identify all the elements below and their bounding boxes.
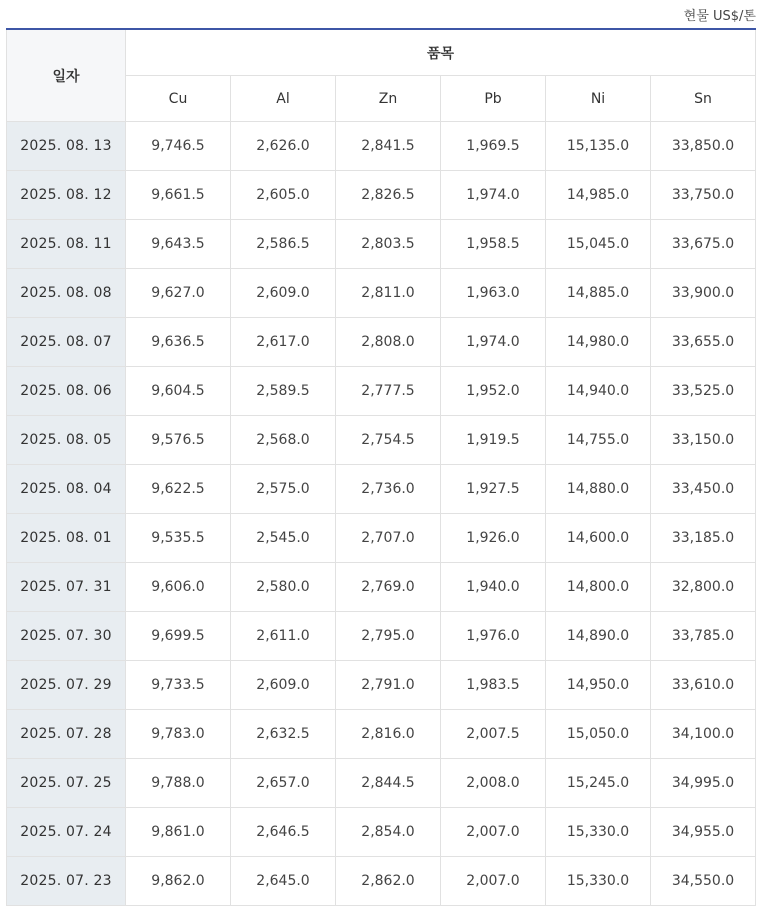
unit-note: 현물 US$/톤	[683, 9, 756, 24]
price-cell-zn: 2,854.0	[336, 808, 441, 857]
metal-price-table	[6, 28, 756, 906]
price-cell-al: 2,646.5	[231, 808, 336, 857]
table-row	[7, 857, 756, 906]
table-row	[7, 171, 756, 220]
price-cell-sn: 32,800.0	[651, 563, 756, 612]
price-cell-sn: 33,525.0	[651, 367, 756, 416]
price-cell-pb: 1,974.0	[441, 318, 546, 367]
price-cell-al: 2,568.0	[231, 416, 336, 465]
table-row	[7, 318, 756, 367]
price-cell-cu: 9,535.5	[126, 514, 231, 563]
price-cell-zn: 2,777.5	[336, 367, 441, 416]
price-cell-ni: 15,045.0	[546, 220, 651, 269]
price-cell-ni: 14,950.0	[546, 661, 651, 710]
date-cell: 2025. 07. 30	[7, 612, 126, 661]
price-cell-al: 2,589.5	[231, 367, 336, 416]
price-cell-sn: 34,995.0	[651, 759, 756, 808]
price-cell-cu: 9,576.5	[126, 416, 231, 465]
price-cell-sn: 34,550.0	[651, 857, 756, 906]
price-cell-sn: 33,655.0	[651, 318, 756, 367]
price-cell-cu: 9,788.0	[126, 759, 231, 808]
price-cell-ni: 15,135.0	[546, 122, 651, 171]
price-cell-cu: 9,746.5	[126, 122, 231, 171]
price-cell-ni: 14,985.0	[546, 171, 651, 220]
price-cell-cu: 9,627.0	[126, 269, 231, 318]
price-cell-ni: 14,755.0	[546, 416, 651, 465]
column-header-cu: Cu	[126, 76, 231, 122]
price-cell-ni: 15,330.0	[546, 808, 651, 857]
table-row	[7, 367, 756, 416]
table-row	[7, 220, 756, 269]
item-group-header: 품목	[126, 29, 756, 76]
price-cell-zn: 2,844.5	[336, 759, 441, 808]
date-cell: 2025. 08. 05	[7, 416, 126, 465]
price-cell-al: 2,545.0	[231, 514, 336, 563]
price-cell-al: 2,609.0	[231, 269, 336, 318]
date-cell: 2025. 07. 29	[7, 661, 126, 710]
table-row	[7, 612, 756, 661]
price-cell-cu: 9,733.5	[126, 661, 231, 710]
price-cell-cu: 9,862.0	[126, 857, 231, 906]
column-header-pb: Pb	[441, 76, 546, 122]
table-row	[7, 808, 756, 857]
price-cell-cu: 9,861.0	[126, 808, 231, 857]
price-cell-ni: 15,050.0	[546, 710, 651, 759]
price-table-container	[6, 28, 755, 906]
price-cell-cu: 9,699.5	[126, 612, 231, 661]
price-cell-al: 2,617.0	[231, 318, 336, 367]
price-cell-zn: 2,754.5	[336, 416, 441, 465]
price-cell-pb: 2,007.0	[441, 808, 546, 857]
column-header-ni: Ni	[546, 76, 651, 122]
price-cell-cu: 9,636.5	[126, 318, 231, 367]
price-cell-sn: 33,185.0	[651, 514, 756, 563]
date-cell: 2025. 07. 24	[7, 808, 126, 857]
table-row	[7, 563, 756, 612]
date-cell: 2025. 08. 08	[7, 269, 126, 318]
price-cell-al: 2,657.0	[231, 759, 336, 808]
price-cell-sn: 33,675.0	[651, 220, 756, 269]
table-row	[7, 269, 756, 318]
price-cell-sn: 34,100.0	[651, 710, 756, 759]
price-cell-al: 2,645.0	[231, 857, 336, 906]
date-cell: 2025. 07. 23	[7, 857, 126, 906]
price-cell-ni: 14,890.0	[546, 612, 651, 661]
date-cell: 2025. 08. 01	[7, 514, 126, 563]
price-cell-al: 2,605.0	[231, 171, 336, 220]
price-cell-ni: 14,800.0	[546, 563, 651, 612]
price-cell-pb: 1,963.0	[441, 269, 546, 318]
price-cell-sn: 33,850.0	[651, 122, 756, 171]
price-cell-ni: 14,980.0	[546, 318, 651, 367]
price-cell-pb: 2,007.5	[441, 710, 546, 759]
price-cell-pb: 1,927.5	[441, 465, 546, 514]
price-cell-ni: 14,885.0	[546, 269, 651, 318]
price-cell-ni: 15,245.0	[546, 759, 651, 808]
price-cell-al: 2,586.5	[231, 220, 336, 269]
price-cell-zn: 2,736.0	[336, 465, 441, 514]
price-cell-al: 2,632.5	[231, 710, 336, 759]
price-cell-cu: 9,606.0	[126, 563, 231, 612]
price-cell-pb: 1,958.5	[441, 220, 546, 269]
price-cell-pb: 1,952.0	[441, 367, 546, 416]
price-cell-zn: 2,862.0	[336, 857, 441, 906]
price-cell-zn: 2,811.0	[336, 269, 441, 318]
date-cell: 2025. 07. 28	[7, 710, 126, 759]
price-cell-ni: 14,600.0	[546, 514, 651, 563]
price-cell-al: 2,575.0	[231, 465, 336, 514]
table-row	[7, 710, 756, 759]
price-cell-sn: 33,150.0	[651, 416, 756, 465]
table-body	[7, 122, 756, 906]
price-cell-al: 2,611.0	[231, 612, 336, 661]
column-header-zn: Zn	[336, 76, 441, 122]
table-row	[7, 465, 756, 514]
price-cell-cu: 9,643.5	[126, 220, 231, 269]
table-row	[7, 661, 756, 710]
price-cell-pb: 1,969.5	[441, 122, 546, 171]
price-cell-zn: 2,841.5	[336, 122, 441, 171]
price-cell-sn: 34,955.0	[651, 808, 756, 857]
price-cell-zn: 2,803.5	[336, 220, 441, 269]
table-header	[7, 29, 756, 122]
price-cell-sn: 33,900.0	[651, 269, 756, 318]
price-cell-zn: 2,826.5	[336, 171, 441, 220]
price-cell-zn: 2,769.0	[336, 563, 441, 612]
price-cell-zn: 2,816.0	[336, 710, 441, 759]
date-cell: 2025. 08. 07	[7, 318, 126, 367]
table-row	[7, 759, 756, 808]
price-cell-sn: 33,610.0	[651, 661, 756, 710]
price-cell-pb: 2,008.0	[441, 759, 546, 808]
price-cell-pb: 2,007.0	[441, 857, 546, 906]
price-cell-al: 2,609.0	[231, 661, 336, 710]
price-cell-pb: 1,926.0	[441, 514, 546, 563]
price-cell-pb: 1,940.0	[441, 563, 546, 612]
table-row	[7, 514, 756, 563]
price-cell-zn: 2,795.0	[336, 612, 441, 661]
price-cell-sn: 33,450.0	[651, 465, 756, 514]
price-cell-zn: 2,707.0	[336, 514, 441, 563]
date-cell: 2025. 08. 06	[7, 367, 126, 416]
header-row-top	[7, 29, 756, 76]
date-column-header: 일자	[7, 29, 126, 122]
price-cell-pb: 1,983.5	[441, 661, 546, 710]
price-cell-pb: 1,919.5	[441, 416, 546, 465]
date-cell: 2025. 08. 12	[7, 171, 126, 220]
table-row	[7, 122, 756, 171]
date-cell: 2025. 08. 04	[7, 465, 126, 514]
price-cell-cu: 9,661.5	[126, 171, 231, 220]
price-cell-sn: 33,785.0	[651, 612, 756, 661]
price-cell-al: 2,626.0	[231, 122, 336, 171]
column-header-al: Al	[231, 76, 336, 122]
price-cell-cu: 9,622.5	[126, 465, 231, 514]
column-header-sn: Sn	[651, 76, 756, 122]
price-cell-pb: 1,976.0	[441, 612, 546, 661]
price-cell-zn: 2,791.0	[336, 661, 441, 710]
date-cell: 2025. 07. 25	[7, 759, 126, 808]
date-cell: 2025. 08. 13	[7, 122, 126, 171]
date-cell: 2025. 07. 31	[7, 563, 126, 612]
price-cell-ni: 15,330.0	[546, 857, 651, 906]
price-cell-sn: 33,750.0	[651, 171, 756, 220]
date-cell: 2025. 08. 11	[7, 220, 126, 269]
price-cell-pb: 1,974.0	[441, 171, 546, 220]
price-cell-ni: 14,880.0	[546, 465, 651, 514]
price-cell-al: 2,580.0	[231, 563, 336, 612]
table-row	[7, 416, 756, 465]
price-cell-cu: 9,604.5	[126, 367, 231, 416]
price-cell-cu: 9,783.0	[126, 710, 231, 759]
price-cell-zn: 2,808.0	[336, 318, 441, 367]
price-cell-ni: 14,940.0	[546, 367, 651, 416]
